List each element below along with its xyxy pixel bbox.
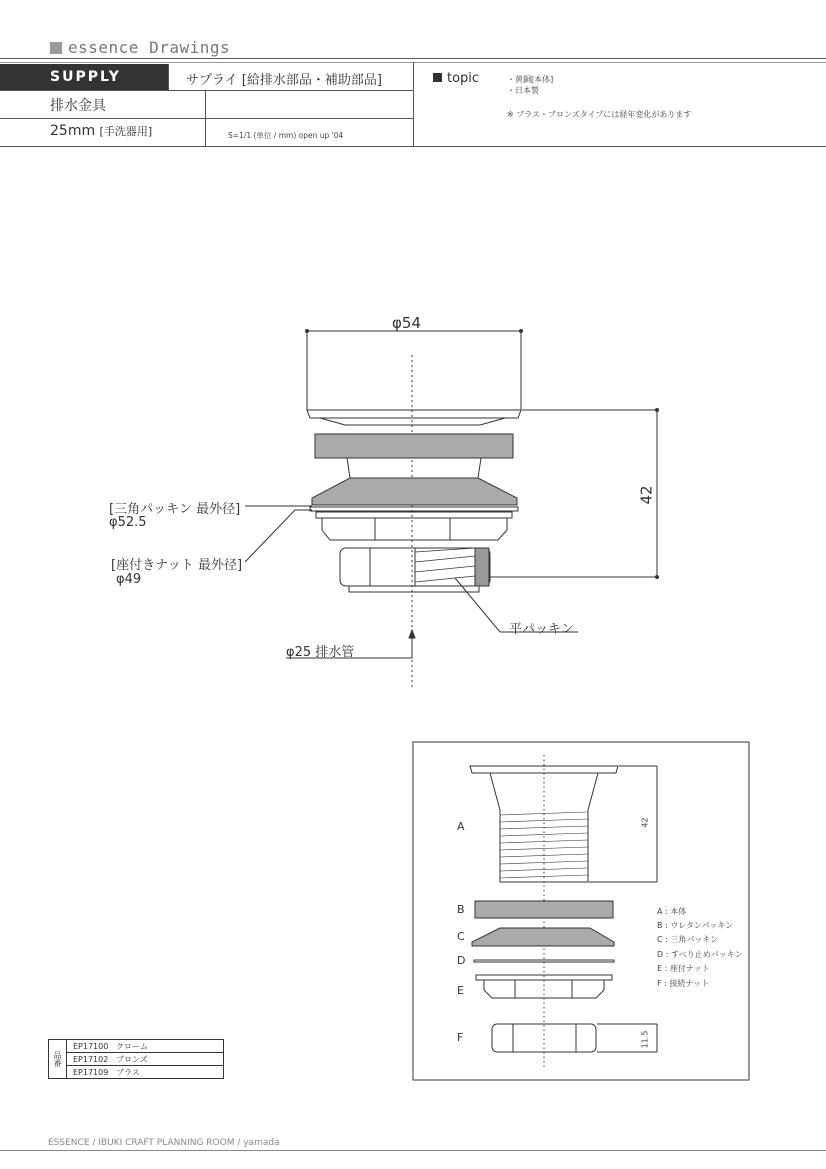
table-row: [49, 1053, 224, 1066]
height-label: 42: [637, 485, 656, 505]
gasket-label: [三角パッキン 最外径]: [109, 502, 241, 517]
letter-d: D: [457, 954, 466, 967]
parts-row-3: [67, 1066, 224, 1079]
part-finish: ブロンズ: [115, 1054, 148, 1064]
nut-value: φ49: [116, 572, 142, 587]
brand-text: essence Drawings: [68, 38, 231, 57]
item-name: 排水金具: [50, 98, 106, 114]
dimension-f-label: 11.5: [640, 1030, 650, 1049]
topic-line-2: ・日本製: [507, 86, 539, 95]
pipe-label: φ25 排水管: [286, 645, 355, 660]
category-label: SUPPLY: [50, 69, 121, 85]
parts-header: 品番: [49, 1040, 67, 1079]
table-row: [49, 1040, 224, 1053]
legend-b: B : ウレタンパッキン: [657, 921, 734, 930]
gasket-value: φ52.5: [109, 515, 147, 530]
scale-note: S=1/1 (単位 / mm) open up '04: [228, 131, 344, 140]
topic-heading-text: topic: [447, 71, 480, 86]
flat-packing-label: 平パッキン: [509, 622, 574, 637]
parts-row-1: [67, 1040, 224, 1053]
dimension-a-label: 42: [640, 817, 650, 828]
letter-f: F: [457, 1031, 464, 1044]
nut-label: [座付きナット 最外径]: [111, 558, 243, 573]
part-c: [472, 928, 614, 946]
parts-table: [48, 1039, 224, 1079]
letter-a: A: [457, 820, 465, 833]
legend-f: F : 接続ナット: [657, 979, 710, 988]
parts-row-2: [67, 1053, 224, 1066]
table-row: [49, 1066, 224, 1079]
letter-e: E: [457, 984, 464, 997]
footer-rule: [0, 1150, 826, 1151]
part-code: EP17100: [73, 1041, 109, 1051]
size-value: 25mm: [50, 123, 96, 139]
top-diameter-label: φ54: [392, 314, 421, 332]
topic-line-1: ・黄銅[本体]: [507, 75, 554, 84]
letter-c: C: [457, 930, 465, 943]
part-finish: クローム: [115, 1041, 148, 1051]
subtitle: サプライ [給排水部品・補助部品]: [186, 73, 382, 88]
footer-text: ESSENCE / IBUKI CRAFT PLANNING ROOM / yamada: [48, 1138, 280, 1148]
part-code: EP17109: [73, 1067, 109, 1077]
part-d: [474, 960, 614, 962]
legend-a: A : 本体: [657, 907, 687, 916]
part-code: EP17102: [73, 1054, 109, 1064]
legend-e: E : 座付ナット: [657, 964, 710, 973]
part-finish: ブラス: [115, 1067, 140, 1077]
part-b: [475, 901, 613, 918]
usage-text: [手洗器用]: [99, 125, 153, 138]
legend-d: D : すべり止めパッキン: [657, 950, 743, 959]
topic-note: ※ ブラス・ブロンズタイプには経年変化があります: [507, 110, 692, 119]
legend-c: C : 三角パッキン: [657, 935, 719, 944]
letter-b: B: [457, 903, 465, 916]
